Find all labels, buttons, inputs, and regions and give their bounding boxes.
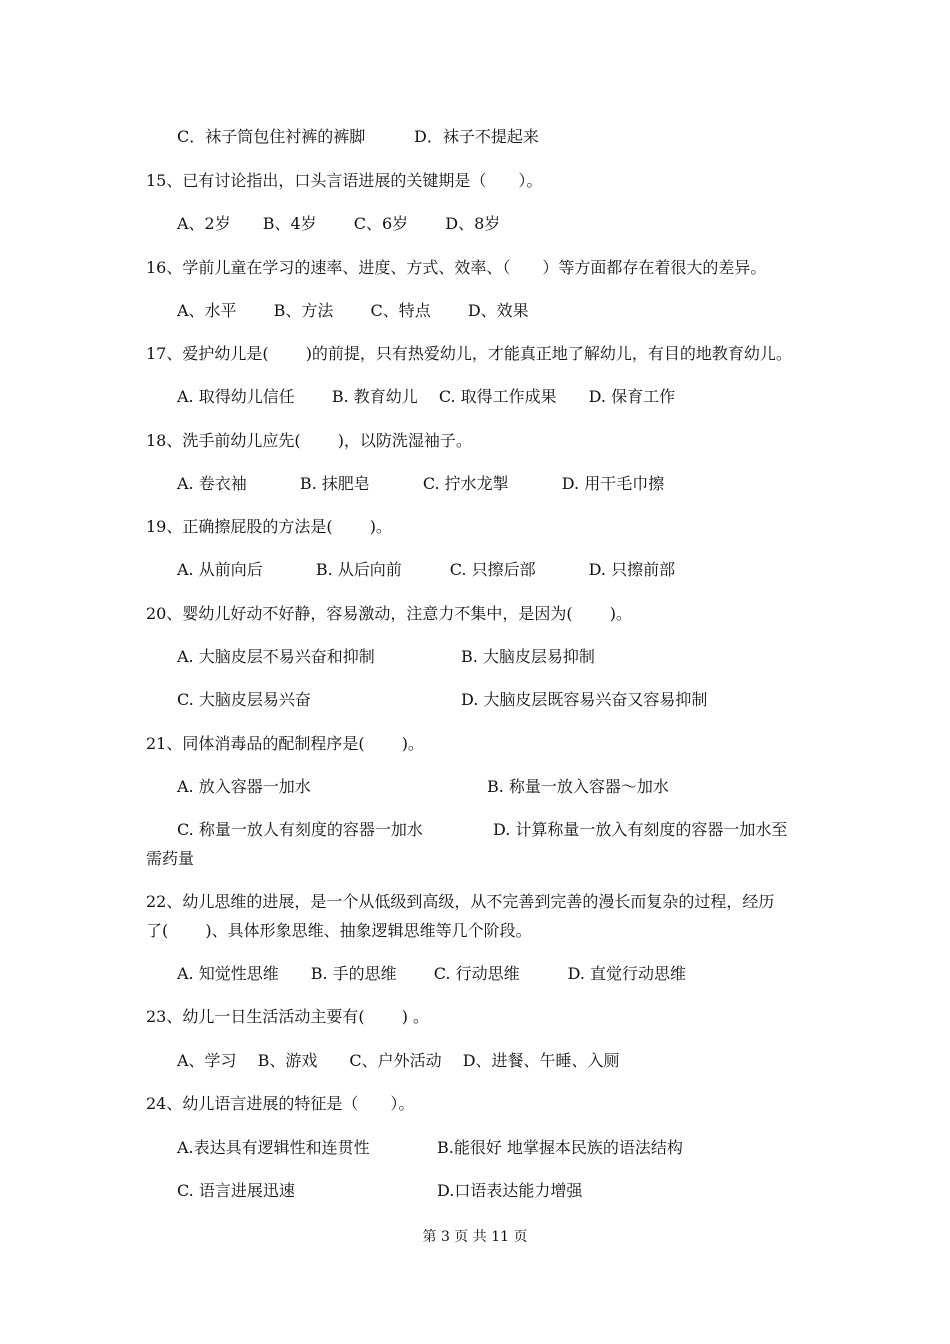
question-22-options: A. 知觉性思维 B. 手的思维 C. 行动思维 D. 直觉行动思维 <box>177 964 687 983</box>
question-16: 16、学前儿童在学习的速率、进度、方式、效率、（ ）等方面都存在着很大的差异。 <box>146 258 767 277</box>
question-19-options: A. 从前向后 B. 从后向前 C. 只擦后部 D. 只擦前部 <box>177 560 676 579</box>
page-footer: 第 3 页 共 11 页 <box>422 1229 528 1245</box>
question-18: 18、洗手前幼儿应先( )，以防洗湿袖子。 <box>146 431 472 450</box>
question-17: 17、爱护幼儿是( )的前提，只有热爱幼儿，才能真正地了解幼儿，有目的地教育幼儿。 <box>146 344 792 363</box>
question-22-cont: 了( )、具体形象思维、抽象逻辑思维等几个阶段。 <box>146 921 532 940</box>
question-20-option-c: C. 大脑皮层易兴奋 <box>177 690 311 709</box>
question-15: 15、已有讨论指出，口头言语进展的关键期是（ ）。 <box>146 171 543 190</box>
question-21-option-c: C. 称量一放人有刻度的容器一加水 <box>177 820 423 839</box>
question-21-option-b: B. 称量一放入容器～加水 <box>487 777 669 796</box>
question-23-options: A、学习 B、游戏 C、户外活动 D、进餐、午睡、入厕 <box>177 1051 620 1070</box>
question-18-options: A. 卷衣袖 B. 抹肥皂 C. 拧水龙掣 D. 用干毛巾擦 <box>177 474 665 493</box>
question-23: 23、幼儿一日生活活动主要有( ) 。 <box>146 1007 430 1026</box>
question-21-option-d-cont: 需药量 <box>146 849 195 868</box>
question-20: 20、婴幼儿好动不好静，容易激动，注意力不集中，是因为( )。 <box>146 604 632 623</box>
question-21-option-d: D. 计算称量一放入有刻度的容器一加水至 <box>493 820 788 839</box>
q14-option-c: C．袜子筒包住衬裤的裤脚 <box>177 127 366 146</box>
question-24: 24、幼儿语言进展的特征是（ ）。 <box>146 1094 415 1113</box>
question-20-option-a: A. 大脑皮层不易兴奋和抑制 <box>177 647 375 666</box>
question-24-option-c: C. 语言进展迅速 <box>177 1181 295 1200</box>
question-24-option-b: B.能很好 地掌握本民族的语法结构 <box>437 1138 683 1157</box>
question-22: 22、幼儿思维的进展，是一个从低级到高级，从不完善到完善的漫长而复杂的过程，经历 <box>146 892 775 911</box>
q14-option-d: D．袜子不提起来 <box>414 127 539 146</box>
question-21: 21、同体消毒品的配制程序是( )。 <box>146 734 424 753</box>
question-15-options: A、2岁 B、4岁 C、6岁 D、8岁 <box>177 214 501 233</box>
question-24-option-a: A.表达具有逻辑性和连贯性 <box>177 1138 370 1157</box>
question-20-option-b: B. 大脑皮层易抑制 <box>461 647 595 666</box>
question-20-option-d: D. 大脑皮层既容易兴奋又容易抑制 <box>461 690 708 709</box>
question-24-option-d: D.口语表达能力增强 <box>437 1181 583 1200</box>
question-17-options: A. 取得幼儿信任 B. 教育幼儿 C. 取得工作成果 D. 保育工作 <box>177 387 676 406</box>
question-19: 19、正确擦屁股的方法是( )。 <box>146 517 392 536</box>
question-21-option-a: A. 放入容器一加水 <box>177 777 311 796</box>
question-16-options: A、水平 B、方法 C、特点 D、效果 <box>177 301 529 320</box>
